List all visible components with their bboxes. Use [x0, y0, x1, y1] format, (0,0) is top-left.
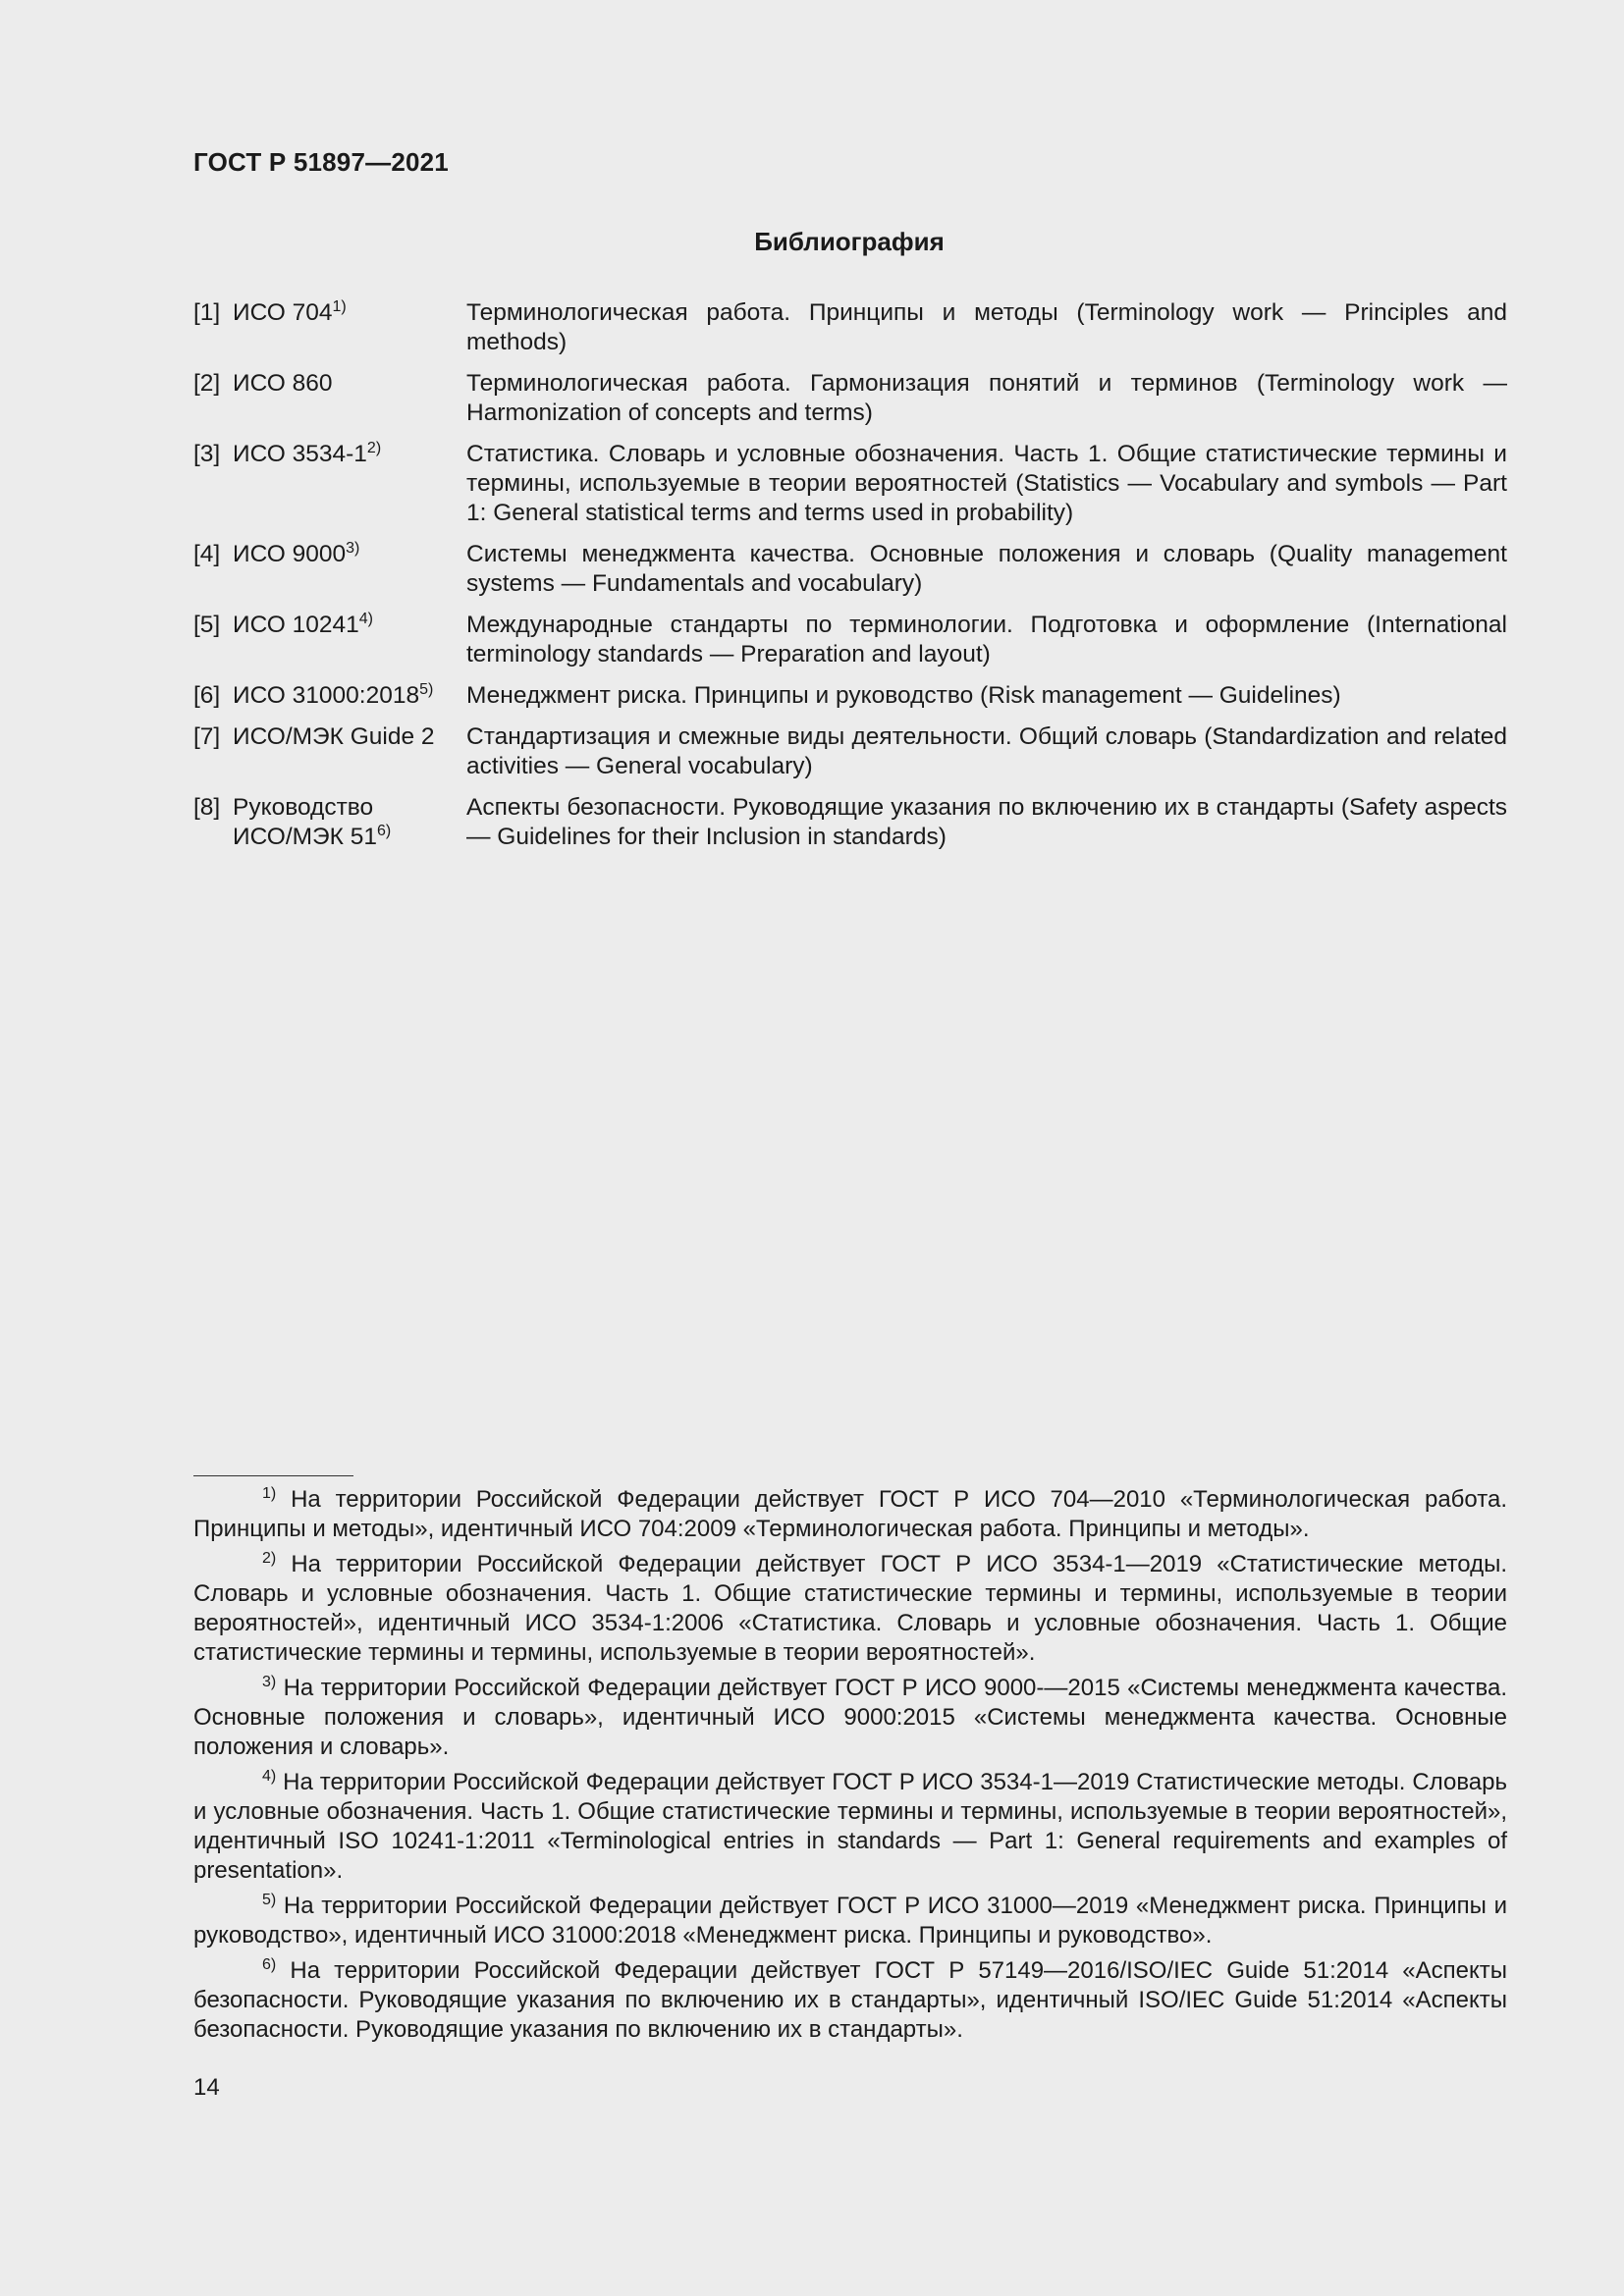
footnote-text: На территории Российской Федерации действует ГОСТ Р 57149—2016/ISO/IEC Guide 51:2014 «Аспекты безопасности. Руководящие указания по включению их в стандарты», идентичный ISO/IEC Guide 51:2014 «Аспекты безопасности. Руководящие указания по включению их в стандарты».	[193, 1957, 1507, 2043]
entry-description: Менеджмент риска. Принципы и руководство (Risk management — Guidelines)	[466, 682, 1341, 709]
entry-number: [2]	[193, 370, 221, 397]
entry-reference	[233, 793, 466, 852]
entry-reference	[233, 611, 466, 669]
footnote-mark: 6)	[262, 1956, 277, 1973]
bibliography-entry	[193, 681, 1507, 711]
entry-reference-text-line2: ИСО/МЭК 51	[233, 824, 377, 850]
entry-description: Статистика. Словарь и условные обозначения. Часть 1. Общие статистические термины и термины, используемые в теории вероятностей (Statistics — Vocabulary and symbols — Part 1: General statistical terms and terms used in probability)	[466, 441, 1507, 526]
footnote-text: На территории Российской Федерации действует ГОСТ Р ИСО 9000-—2015 «Системы менеджмента качества. Основные положения и словарь», идентичный ИСО 9000:2015 «Системы менеджмента качества. Основные положения и словарь».	[193, 1675, 1507, 1760]
entry-reference-text: ИСО/МЭК Guide 2	[233, 723, 435, 750]
entry-description: Международные стандарты по терминологии. Подготовка и оформление (International terminology standards — Preparation and layout)	[466, 612, 1507, 667]
footnote-mark: 5)	[262, 1892, 277, 1908]
entry-reference-text: ИСО 31000:2018	[233, 682, 420, 709]
entry-number: [7]	[193, 723, 221, 750]
entry-reference	[233, 722, 466, 781]
entry-number: [6]	[193, 682, 221, 709]
footnote-marker: 5)	[419, 681, 434, 698]
entry-number: [4]	[193, 541, 221, 567]
bibliography-entry	[193, 722, 1507, 781]
footnote-text: На территории Российской Федерации действует ГОСТ Р ИСО 3534-1—2019 «Статистические методы. Словарь и условные обозначения. Часть 1. Общие статистические термины и термины, используемые в теории вероятностей», идентичный ИСО 3534-1:2006 «Статистика. Словарь и условные обозначения. Часть 1. Общие статистические термины и термины, используемые в теории вероятностей».	[193, 1551, 1507, 1666]
entry-number: [1]	[193, 299, 221, 326]
bibliography-entry	[193, 611, 1507, 669]
footnote-marker: 2)	[366, 440, 382, 456]
footnote	[193, 1768, 1507, 1886]
entry-description: Аспекты безопасности. Руководящие указания по включению их в стандарты (Safety aspects — Guidelines for their Inclusion in standards)	[466, 794, 1507, 850]
bibliography-entry	[193, 298, 1507, 357]
footnote-marker: 3)	[346, 540, 360, 557]
footnote	[193, 1892, 1507, 1950]
document-header: ГОСТ Р 51897—2021	[193, 147, 449, 177]
entry-number: [8]	[193, 794, 221, 821]
footnote-marker: 4)	[358, 611, 373, 627]
entry-reference	[233, 298, 466, 357]
entry-description: Терминологическая работа. Гармонизация понятий и терминов (Terminology work — Harmonization of concepts and terms)	[466, 370, 1507, 426]
bibliography-entry	[193, 440, 1507, 528]
footnote-text: На территории Российской Федерации действует ГОСТ Р ИСО 704—2010 «Терминологическая работа. Принципы и методы», идентичный ИСО 704:2009 «Терминологическая работа. Принципы и методы».	[193, 1486, 1507, 1542]
bibliography-title: Библиография	[754, 227, 945, 256]
footnote-separator	[193, 1475, 353, 1476]
entry-number: [3]	[193, 441, 221, 467]
entry-reference-text: ИСО 3534-1	[233, 441, 367, 467]
footnotes	[193, 1485, 1507, 2051]
entry-reference	[233, 540, 466, 599]
entry-reference	[233, 681, 466, 711]
entry-description: Системы менеджмента качества. Основные положения и словарь (Quality management systems — Fundamentals and vocabulary)	[466, 541, 1507, 597]
bibliography-entry	[193, 793, 1507, 852]
footnote	[193, 1485, 1507, 1544]
entry-reference	[233, 369, 466, 428]
bibliography-list	[193, 298, 1507, 864]
footnote-text: На территории Российской Федерации действует ГОСТ Р ИСО 31000—2019 «Менеджмент риска. Принципы и руководство», идентичный ИСО 31000:2018 «Менеджмент риска. Принципы и руководство».	[193, 1893, 1507, 1949]
entry-reference-text: Руководство	[233, 794, 374, 821]
footnote	[193, 1674, 1507, 1762]
entry-description: Стандартизация и смежные виды деятельности. Общий словарь (Standardization and related activities — General vocabulary)	[466, 723, 1507, 779]
footnote-mark: 4)	[262, 1768, 277, 1785]
entry-number: [5]	[193, 612, 221, 638]
footnote-mark: 2)	[262, 1550, 277, 1567]
page-number: 14	[193, 2074, 220, 2101]
entry-reference	[233, 440, 466, 528]
bibliography-entry	[193, 369, 1507, 428]
footnote-marker: 1)	[332, 298, 347, 315]
footnote	[193, 1956, 1507, 2045]
footnote-text: На территории Российской Федерации действует ГОСТ Р ИСО 3534-1—2019 Статистические методы. Словарь и условные обозначения. Часть 1. Общие статистические термины и термины, используемые в теории вероятностей», идентичный ISO 10241-1:2011 «Terminological entries in standards — Part 1: General requirements and examples of presentation».	[193, 1769, 1507, 1884]
footnote-mark: 1)	[262, 1485, 277, 1502]
entry-reference-text: ИСО 704	[233, 299, 333, 326]
entry-reference-text: ИСО 10241	[233, 612, 359, 638]
bibliography-entry	[193, 540, 1507, 599]
footnote	[193, 1550, 1507, 1668]
footnote-marker: 6)	[376, 823, 392, 839]
entry-description: Терминологическая работа. Принципы и методы (Terminology work — Principles and methods)	[466, 299, 1507, 355]
footnote-mark: 3)	[262, 1674, 277, 1690]
entry-reference-text: ИСО 860	[233, 370, 333, 397]
entry-reference-text: ИСО 9000	[233, 541, 347, 567]
